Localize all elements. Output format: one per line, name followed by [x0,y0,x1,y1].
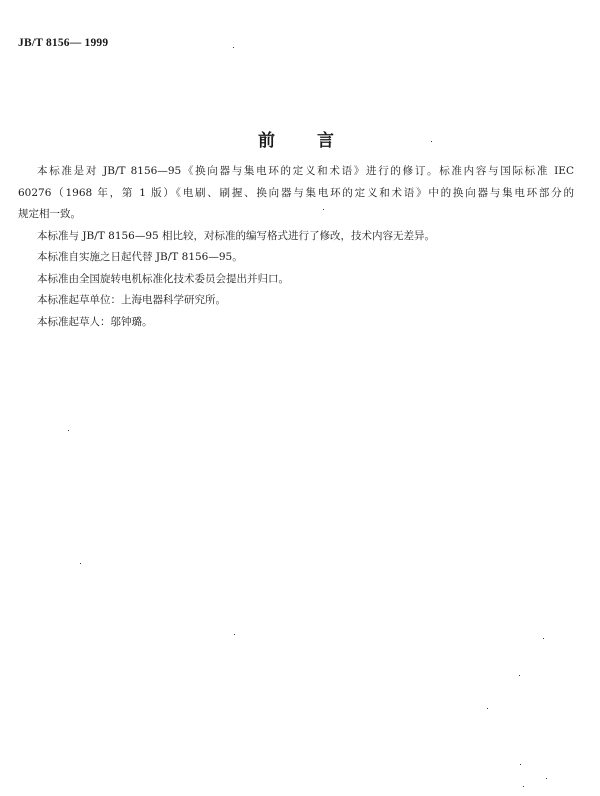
scan-speck [233,47,234,48]
page-title: 前 言 [258,131,352,151]
foreword-body [18,161,574,333]
scan-speck [546,778,547,779]
scan-speck [523,786,524,787]
standard-code-header: JB/T 8156— 1999 [18,37,109,49]
scan-speck [80,563,81,564]
scan-speck [487,708,488,709]
paragraph-revision-line-2: 60276（1968 年，第 1 版）《电刷、刷握、换向器与集电环的定义和术语》中的换向器与集电环部分的 [18,186,574,199]
paragraph-proposer: 本标准由全国旋转电机标准化技术委员会提出并归口。 [37,272,289,285]
scan-speck [68,430,69,431]
scan-speck [519,675,520,676]
paragraph-drafting-unit: 本标准起草单位：上海电器科学研究所。 [37,294,226,306]
scan-speck [234,634,235,635]
scan-speck [520,764,521,765]
paragraph-revision-line-1: 本标准是对 JB/T 8156—95《换向器与集电环的定义和术语》进行的修订。标准内容与国际标准 IEC [37,165,574,177]
scan-speck [543,638,544,639]
scan-speck [431,141,432,142]
paragraph-drafters: 本标准起草人：邬钟璐。 [37,315,153,328]
paragraph-replacement: 本标准自实施之日起代替 JB/T 8156—95。 [37,251,243,263]
scan-speck [323,209,324,210]
paragraph-revision-line-3: 规定相一致。 [18,208,81,220]
paragraph-comparison: 本标准与 JB/T 8156—95 相比较，对标准的编写格式进行了修改，技术内容无差异。 [37,229,436,242]
